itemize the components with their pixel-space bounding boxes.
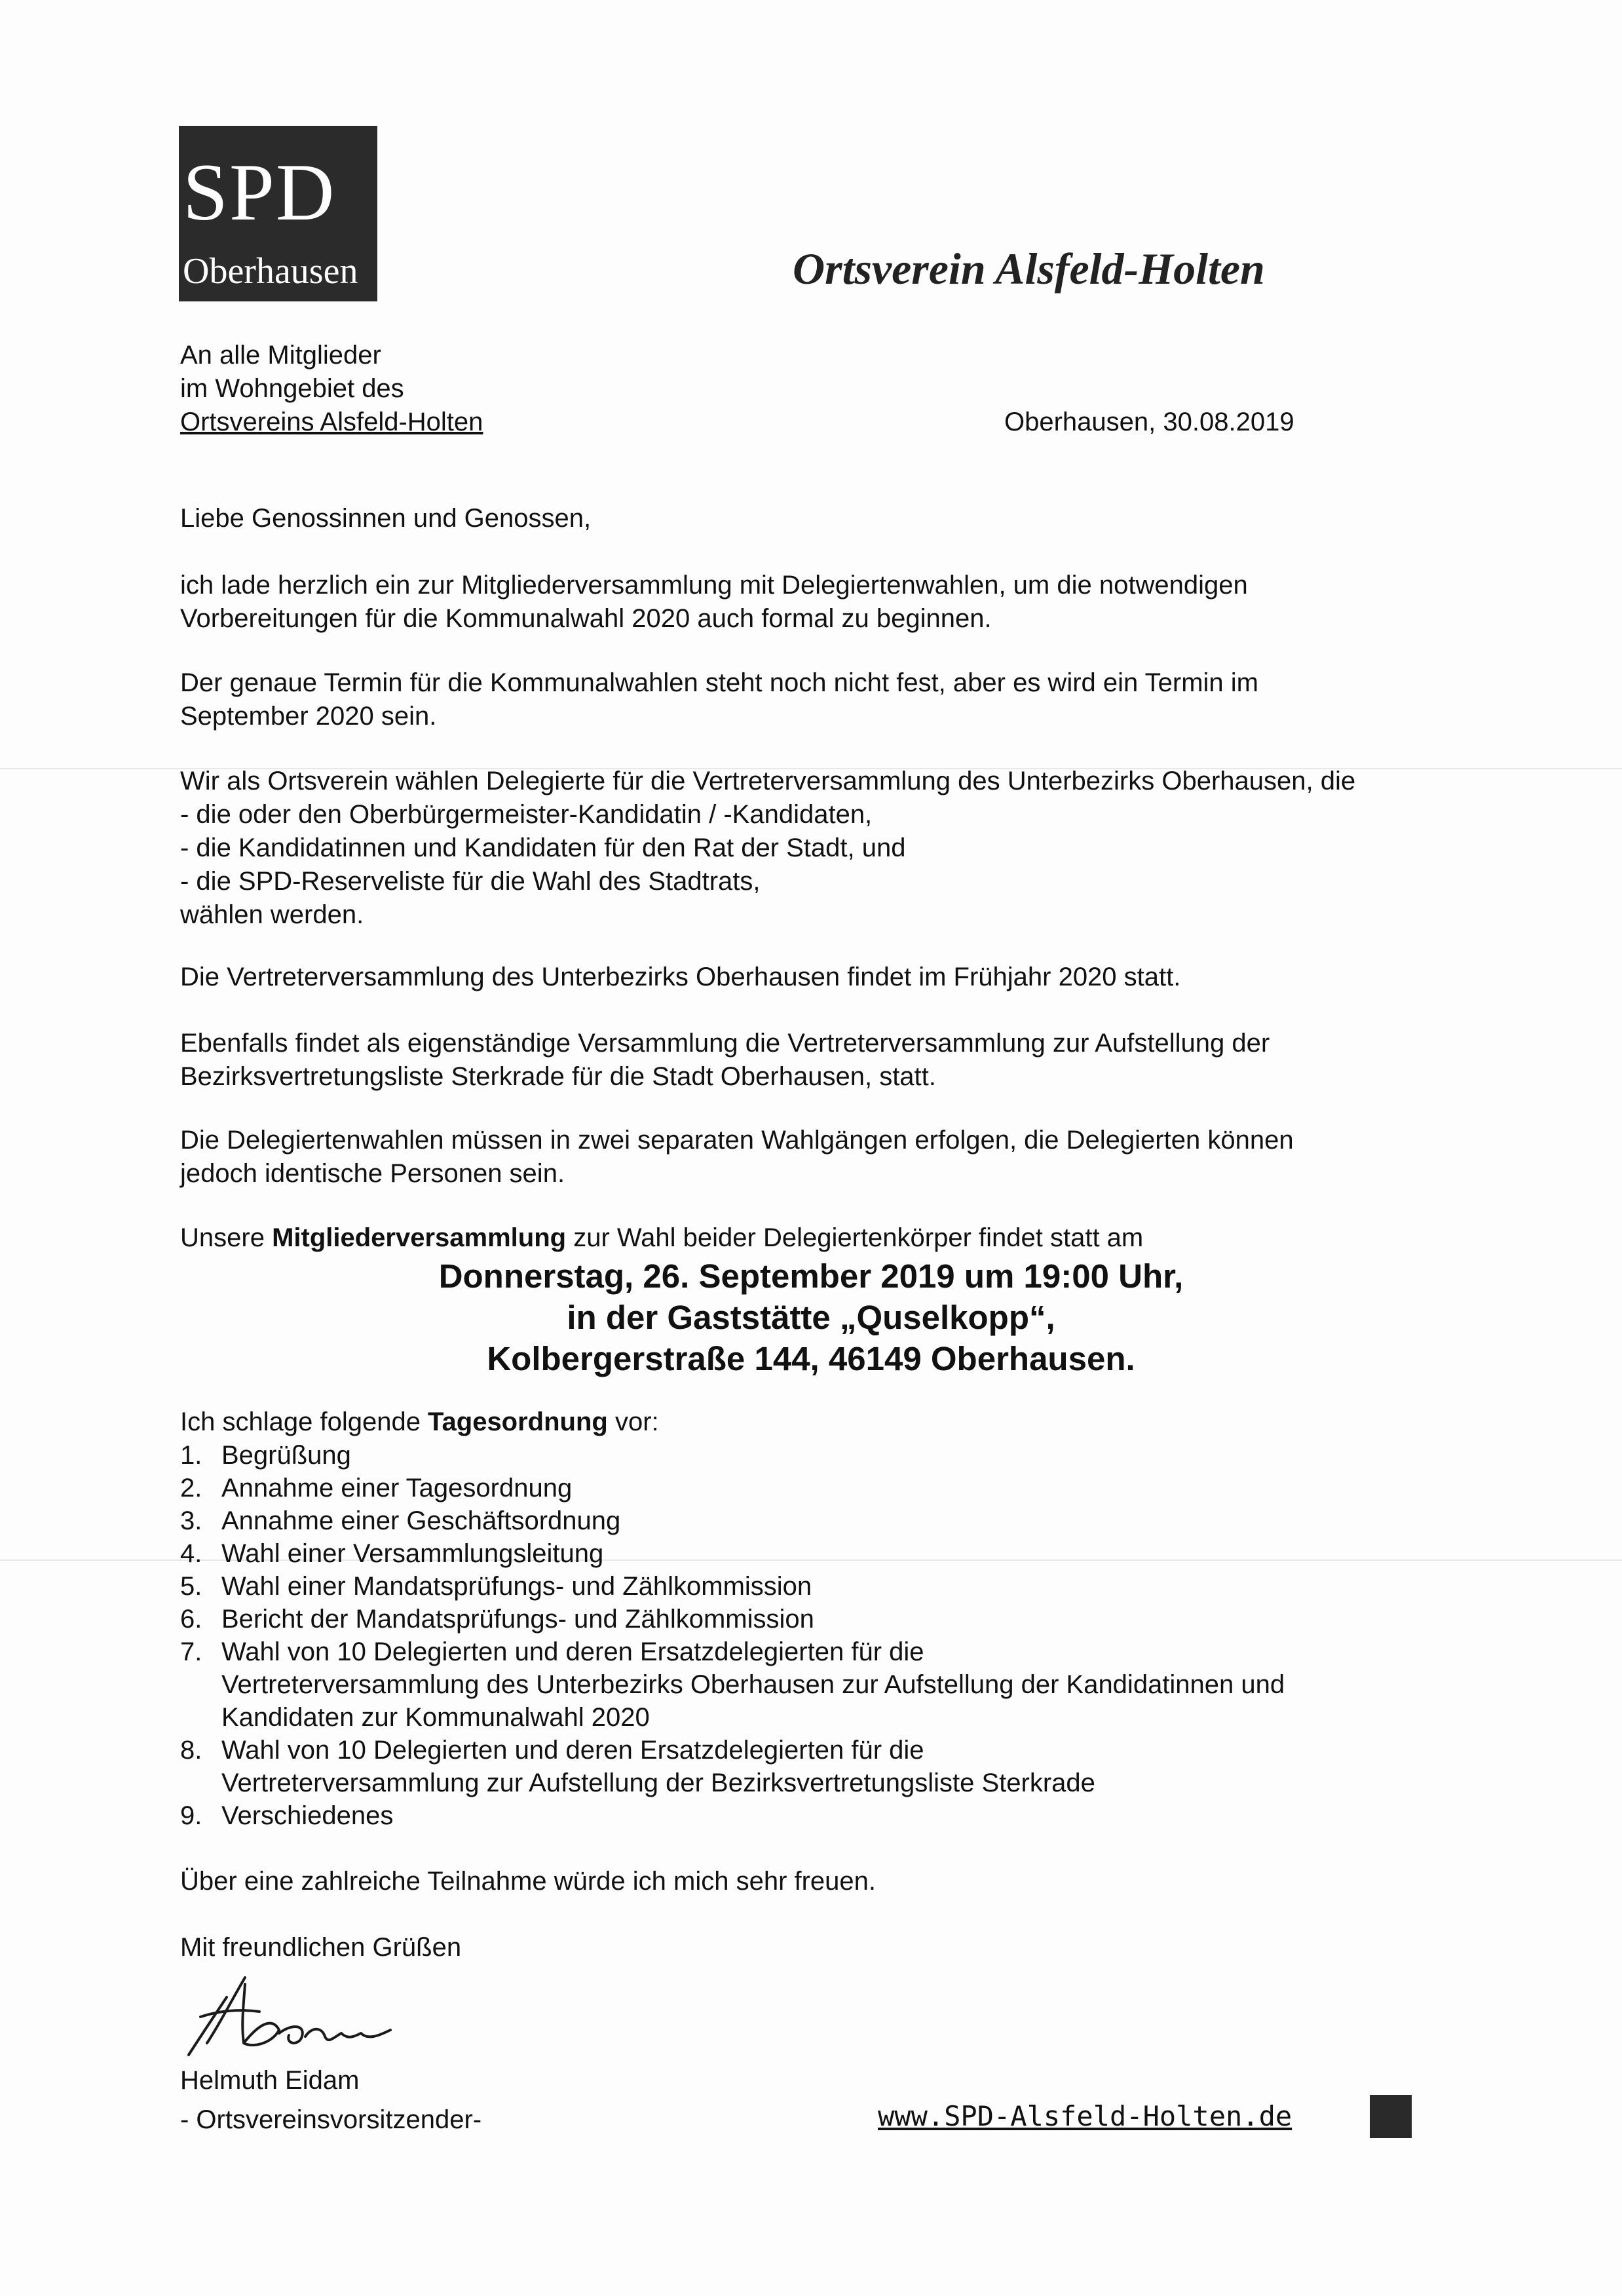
paragraph-line: Vorbereitungen für die Kommunalwahl 2020 auch formal zu beginnen. xyxy=(180,604,992,633)
agenda-item: 2. Annahme einer Tagesordnung xyxy=(180,1474,573,1502)
greeting: Mit freundlichen Grüßen xyxy=(180,1933,462,1962)
address-line: im Wohngebiet des xyxy=(180,374,404,403)
paragraph-separate-votes xyxy=(180,1124,1294,1191)
agenda-item: 8. Wahl von 10 Delegierten und deren Ersatzdelegierten für die Vertreterversammlung zur Aufstellung der Bezirksvertretungsliste Sterkrade xyxy=(180,1736,1095,1797)
paragraph-spring-meeting xyxy=(180,961,1180,994)
meeting-address: Kolbergerstraße 144, 46149 Oberhausen. xyxy=(487,1340,1135,1377)
paragraph-line: Der genaue Termin für die Kommunalwahlen steht noch nicht fest, aber es wird ein Termin im xyxy=(180,668,1258,697)
org-name: Ortsverein Alsfeld-Holten xyxy=(793,244,1265,294)
paragraph-district-list xyxy=(180,1027,1270,1094)
letter-date: Oberhausen, 30.08.2019 xyxy=(1004,408,1294,436)
paragraph-line: ich lade herzlich ein zur Mitgliederversammlung mit Delegiertenwahlen, um die notwendigen xyxy=(180,571,1248,600)
agenda-intro: Ich schlage folgende Tagesordnung vor: xyxy=(180,1407,659,1436)
signer-name: Helmuth Eidam xyxy=(180,2066,360,2095)
meeting-datetime: Donnerstag, 26. September 2019 um 19:00 Uhr, xyxy=(438,1257,1184,1295)
paragraph-line: Bezirksvertretungsliste Sterkrade für die Stadt Oberhausen, statt. xyxy=(180,1062,936,1091)
paragraph-invitation xyxy=(180,569,1248,636)
agenda-item: 9. Verschiedenes xyxy=(180,1801,394,1830)
corner-mark xyxy=(1370,2095,1412,2138)
paragraph-line: wählen werden. xyxy=(180,900,364,929)
closing-sentence: Über eine zahlreiche Teilnahme würde ich mich sehr freuen. xyxy=(180,1867,877,1896)
paragraph-election-date xyxy=(180,666,1258,733)
paragraph-line: - die Kandidatinnen und Kandidaten für den Rat der Stadt, und xyxy=(180,833,906,862)
address-line: An alle Mitglieder xyxy=(180,341,381,370)
paragraph-line: - die SPD-Reserveliste für die Wahl des Stadtrats, xyxy=(180,867,761,896)
paragraph-line: - die oder den Oberbürgermeister-Kandidatin / -Kandidaten, xyxy=(180,800,873,829)
agenda-item: 5. Wahl einer Mandatsprüfungs- und Zählkommission xyxy=(180,1572,812,1601)
agenda-item: 1. Begrüßung xyxy=(180,1441,351,1470)
logo-text-city: Oberhausen xyxy=(183,251,358,292)
logo-text-spd: SPD xyxy=(183,147,336,237)
agenda-item: 6. Bericht der Mandatsprüfungs- und Zählkommission xyxy=(180,1605,814,1634)
paragraph-delegates xyxy=(180,765,1355,932)
paragraph-line: Die Vertreterversammlung des Unterbezirks Oberhausen findet im Frühjahr 2020 statt. xyxy=(180,963,1181,991)
meeting-intro: Unsere Mitgliederversammlung zur Wahl beider Delegiertenkörper findet statt am xyxy=(180,1223,1144,1252)
agenda-intro-bold: Tagesordnung xyxy=(428,1407,608,1436)
paragraph-line: jedoch identische Personen sein. xyxy=(180,1159,565,1188)
handwritten-signature xyxy=(181,1971,404,2063)
spd-logo xyxy=(179,126,377,301)
paragraph-line: Ebenfalls findet als eigenständige Versammlung die Vertreterversammlung zur Aufstellung der xyxy=(180,1029,1270,1058)
paragraph-line: Die Delegiertenwahlen müssen in zwei separaten Wahlgängen erfolgen, die Delegierten können xyxy=(180,1126,1294,1155)
paragraph-line: September 2020 sein. xyxy=(180,702,437,731)
agenda-item: 7. Wahl von 10 Delegierten und deren Ersatzdelegierten für die Vertreterversammlung des Unterbezirks Oberhausen zur Aufstellung der Kandidatinnen und Kandidaten zur Kommunalwahl 2020 xyxy=(180,1637,1285,1732)
agenda-list xyxy=(180,1439,1285,1832)
address-line: Ortsvereins Alsfeld-Holten xyxy=(180,408,483,436)
agenda-item: 4. Wahl einer Versammlungsleitung xyxy=(180,1539,604,1568)
recipient-address xyxy=(180,339,483,439)
agenda-item: 3. Annahme einer Geschäftsordnung xyxy=(180,1506,621,1535)
signer-role: - Ortsvereinsvorsitzender- xyxy=(180,2105,482,2134)
salutation: Liebe Genossinnen und Genossen, xyxy=(180,504,592,533)
website-link[interactable]: www.SPD-Alsfeld-Holten.de xyxy=(878,2100,1292,2132)
meeting-venue: in der Gaststätte „Quselkopp“, xyxy=(567,1299,1055,1336)
paragraph-line: Wir als Ortsverein wählen Delegierte für die Vertreterversammlung des Unterbezirks Oberhausen, die xyxy=(180,767,1356,795)
meeting-intro-bold: Mitgliederversammlung xyxy=(272,1223,567,1252)
